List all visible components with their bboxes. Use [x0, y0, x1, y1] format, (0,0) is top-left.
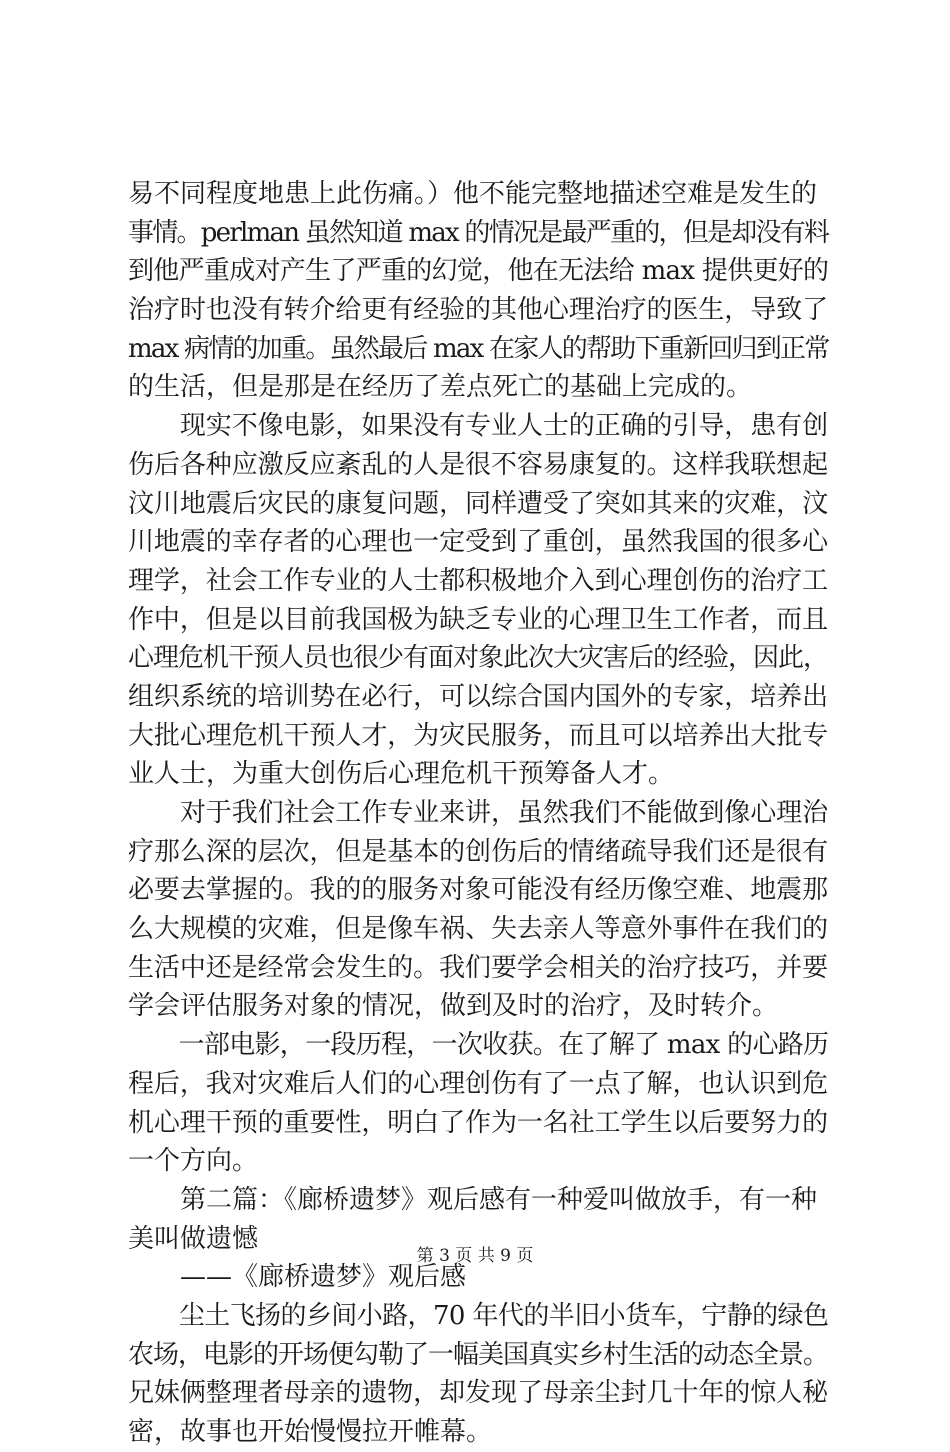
text-line: 密，故事也开始慢慢拉开帷幕。: [128, 1417, 493, 1447]
text-line: 美叫做遗憾: [128, 1223, 259, 1254]
text-line: 业人士，为重大创伤后心理危机干预筹备人才。: [128, 759, 675, 790]
text-line: 易不同程度地患上此伤痛。）他不能完整地描述空难是发生的: [128, 179, 818, 209]
text-line: 事情。perlman 虽然知道 max 的情况是最严重的，但是却没有料: [128, 217, 829, 248]
text-line: 必要去掌握的。我的的服务对象可能没有经历像空难、地震那: [128, 875, 829, 906]
text-line: 到他严重成对产生了严重的幻觉，他在无法给 max 提供更好的: [128, 256, 829, 287]
text-line: 一个方向。: [128, 1146, 259, 1177]
text-line: 组织系统的培训势在必行，可以综合国内国外的专家，培养出: [128, 681, 829, 712]
text-line: 伤后各种应激反应紊乱的人是很不容易康复的。这样我联想起: [128, 449, 829, 480]
text-line: 机心理干预的重要性，明白了作为一名社工学生以后要努力的: [128, 1107, 829, 1138]
text-line: max 病情的加重。虽然最后 max 在家人的帮助下重新回归到正常: [128, 333, 829, 364]
text-line: 的生活，但是那是在经历了差点死亡的基础上完成的。: [128, 372, 753, 403]
text-line: 么大规模的灾难，但是像车祸、失去亲人等意外事件在我们的: [128, 914, 829, 945]
text-line: 一部电影，一段历程，一次收获。在了解了 max 的心路历: [128, 1030, 829, 1061]
text-line: 农场，电影的开场便勾勒了一幅美国真实乡村生活的动态全景。: [128, 1339, 829, 1370]
text-line: 疗那么深的层次，但是基本的创伤后的情绪疏导我们还是很有: [128, 836, 829, 867]
text-line: 汶川地震后灾民的康复问题，同样遭受了突如其来的灾难，汶: [128, 488, 829, 519]
text-line: 治疗时也没有转介给更有经验的其他心理治疗的医生，导致了: [128, 295, 829, 326]
text-line: 现实不像电影，如果没有专业人士的正确的引导，患有创: [128, 411, 829, 442]
text-line: 川地震的幸存者的心理也一定受到了重创，虽然我国的很多心: [128, 527, 829, 558]
text-line: 大批心理危机干预人才，为灾民服务，而且可以培养出大批专: [128, 720, 829, 751]
text-line: ——《廊桥遗梦》观后感: [128, 1262, 467, 1293]
page-footer: 第 3 页 共 9 页: [416, 1246, 534, 1266]
text-line: 第二篇：《廊桥遗梦》观后感有一种爱叫做放手，有一种: [128, 1184, 818, 1215]
text-line: 生活中还是经常会发生的。我们要学会相关的治疗技巧，并要: [128, 952, 829, 983]
text-line: 对于我们社会工作专业来讲，虽然我们不能做到像心理治: [128, 798, 829, 828]
text-line: 作中，但是以目前我国极为缺乏专业的心理卫生工作者，而且: [128, 604, 829, 635]
text-line: 心理危机干预人员也很少有面对象此次大灾害后的经验，因此，: [128, 643, 829, 674]
text-line: 理学，社会工作专业的人士都积极地介入到心理创伤的治疗工: [128, 565, 829, 596]
text-line: 兄妹俩整理者母亲的遗物，却发现了母亲尘封几十年的惊人秘: [128, 1378, 829, 1409]
text-line: 学会评估服务对象的情况，做到及时的治疗，及时转介。: [128, 991, 779, 1022]
text-line: 尘土飞扬的乡间小路，70 年代的半旧小货车，宁静的绿色: [128, 1300, 829, 1331]
text-line: 程后，我对灾难后人们的心理创伤有了一点了解，也认识到危: [128, 1068, 829, 1099]
